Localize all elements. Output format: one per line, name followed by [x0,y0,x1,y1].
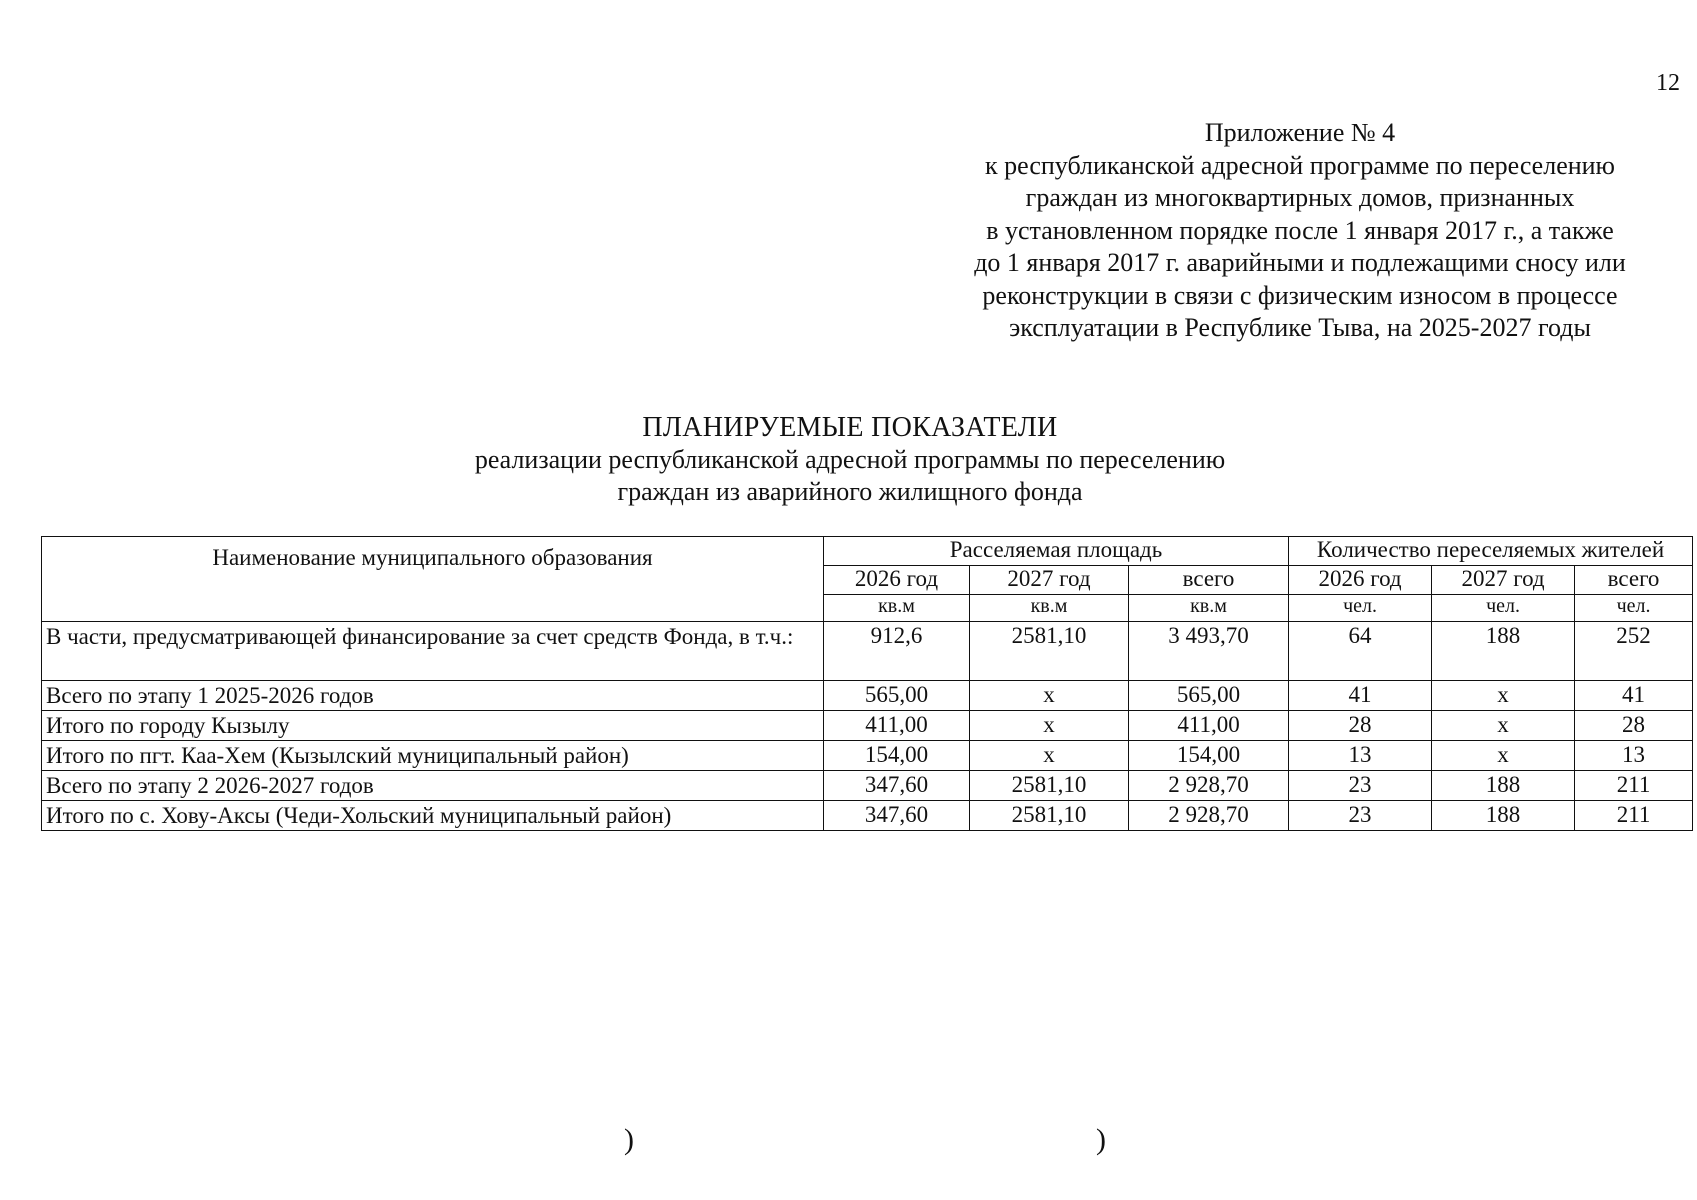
cell-value: 188 [1432,801,1575,831]
cell-value: 411,00 [824,711,970,741]
cell-value: 912,6 [824,622,970,681]
header-unit: чел. [1432,595,1575,622]
header-unit: чел. [1575,595,1693,622]
header-year: 2027 год [1432,566,1575,595]
appendix-heading [920,117,1680,345]
row-name: Всего по этапу 1 2025-2026 годов [42,681,824,711]
cell-value: х [1432,741,1575,771]
header-year: всего [1575,566,1693,595]
appendix-line: до 1 января 2017 г. аварийными и подлежащими сносу или [974,248,1626,277]
table-row [42,622,1693,681]
cell-value: 23 [1289,771,1432,801]
header-unit: чел. [1289,595,1432,622]
header-unit: кв.м [824,595,970,622]
indicators-table [41,536,1693,831]
cell-value: 188 [1432,622,1575,681]
header-year: 2026 год [824,566,970,595]
table-row [42,681,1693,711]
header-year: 2026 год [1289,566,1432,595]
document-title [400,412,1300,508]
row-name: Итого по городу Кызылу [42,711,824,741]
cell-value: 154,00 [1129,741,1289,771]
cell-value: 2 928,70 [1129,801,1289,831]
title-subtitle-line: реализации республиканской адресной программы по переселению [474,445,1226,474]
appendix-line: граждан из многоквартирных домов, признанных [1025,183,1575,212]
cell-value: 28 [1289,711,1432,741]
cell-value: 2581,10 [970,622,1129,681]
cell-value: 2581,10 [970,801,1129,831]
title-subtitle-line: граждан из аварийного жилищного фонда [617,477,1083,506]
appendix-line: реконструкции в связи с физическим износом в процессе [982,280,1618,310]
cell-value: 252 [1575,622,1693,681]
cell-value: х [1432,681,1575,711]
cell-value: 13 [1289,741,1432,771]
row-name: Итого по пгт. Каа-Хем (Кызылский муниципальный район) [42,741,824,771]
header-area-group: Расселяемая площадь [824,537,1289,566]
cell-value: 211 [1575,801,1693,831]
header-people-group: Количество переселяемых жителей [1289,537,1693,566]
cell-value: 188 [1432,771,1575,801]
table-row [42,801,1693,831]
cell-value: х [970,741,1129,771]
appendix-line: к республиканской адресной программе по переселению [985,150,1615,180]
cell-value: 2581,10 [970,771,1129,801]
cell-value: 565,00 [824,681,970,711]
cell-value: 64 [1289,622,1432,681]
cell-value: х [970,681,1129,711]
cell-value: 28 [1575,711,1693,741]
header-unit: кв.м [970,595,1129,622]
appendix-line: в установленном порядке после 1 января 2017 г., а также [986,215,1614,245]
cell-value: 154,00 [824,741,970,771]
cell-value: 41 [1575,681,1693,711]
row-name: В части, предусматривающей финансирование за счет средств Фонда, в т.ч.: [42,622,824,681]
cell-value: 211 [1575,771,1693,801]
cell-value: 347,60 [824,801,970,831]
row-name: Всего по этапу 2 2026-2027 годов [42,771,824,801]
header-unit: кв.м [1129,595,1289,622]
margin-mark: ) [624,1123,634,1156]
header-year: всего [1129,566,1289,595]
header-year: 2027 год [970,566,1129,595]
cell-value: 13 [1575,741,1693,771]
appendix-line: Приложение № 4 [1204,118,1396,147]
cell-value: 565,00 [1129,681,1289,711]
cell-value: 411,00 [1129,711,1289,741]
margin-mark: ) [1096,1123,1106,1156]
table-row [42,741,1693,771]
cell-value: 2 928,70 [1129,771,1289,801]
cell-value: 3 493,70 [1129,622,1289,681]
cell-value: 23 [1289,801,1432,831]
cell-value: х [970,711,1129,741]
header-municipality: Наименование муниципального образования [42,537,824,622]
appendix-line: эксплуатации в Республике Тыва, на 2025-2027 годы [1009,313,1591,342]
cell-value: 41 [1289,681,1432,711]
cell-value: х [1432,711,1575,741]
table-row [42,711,1693,741]
title-main: ПЛАНИРУЕМЫЕ ПОКАЗАТЕЛИ [642,412,1058,443]
row-name: Итого по с. Хову-Аксы (Чеди-Хольский муниципальный район) [42,801,824,831]
cell-value: 347,60 [824,771,970,801]
table-row [42,771,1693,801]
page-number: 12 [1656,70,1680,96]
